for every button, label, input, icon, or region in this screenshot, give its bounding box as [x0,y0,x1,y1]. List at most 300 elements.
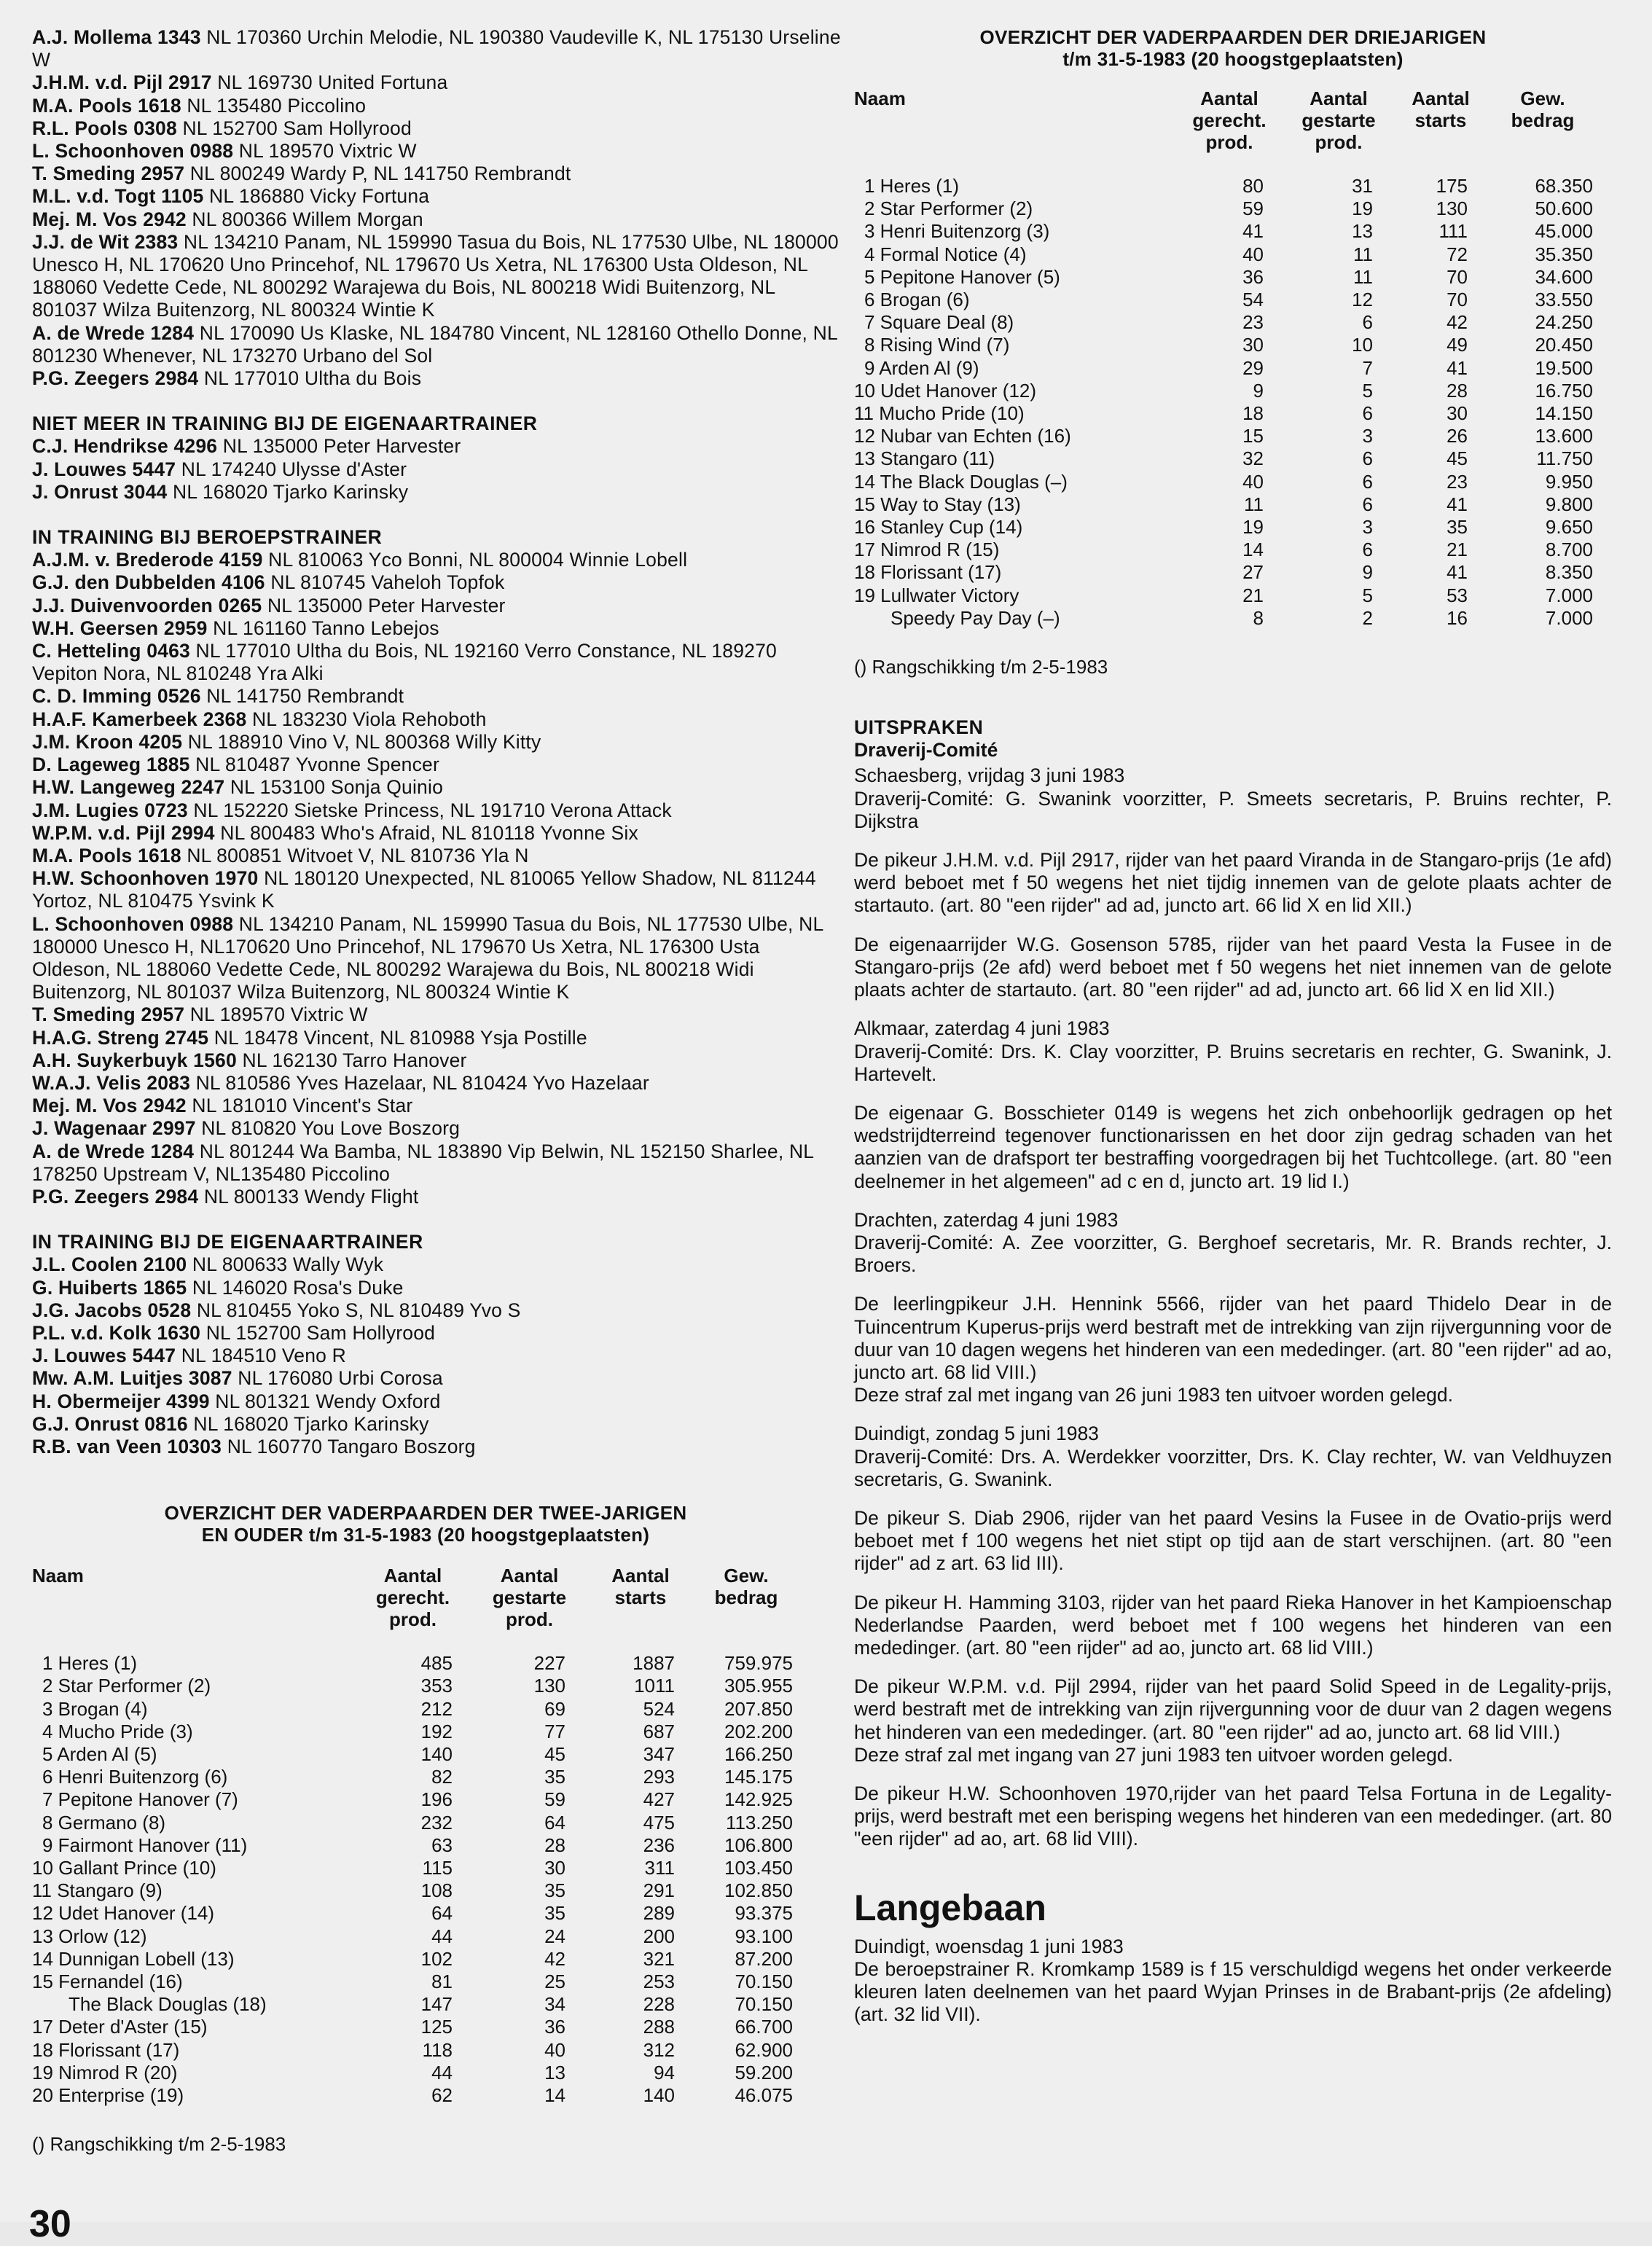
trainer-entry [32,776,841,799]
table-cell: 125 [420,2016,453,2038]
table-cell: 17 Nimrod R (15) [854,539,1000,561]
trainer-entry [32,799,841,822]
trainer-entry [32,1095,841,1117]
table-row [854,220,1597,243]
trainer-name: W.A.J. Velis 2083 [32,1071,191,1094]
table-cell: 93.375 [735,1902,793,1925]
uitspraak-paragraph: De pikeur H. Hamming 3103, rijder van het paard Rieka Hanover in het Kampioenschap Nederlandse Paarden, werd beboet met f 100 wegens het hinderen van een mededinger. (art. 80 "een rijder" ad ao, juncto art. 68 lid VIII.) [854,1591,1612,1659]
table-cell: 46.075 [735,2084,793,2107]
table-cell: 111 [1438,220,1468,243]
table-cell: 6 [1362,402,1373,425]
table-row [854,471,1597,493]
table-cell: 17 Deter d'Aster (15) [32,2016,208,2038]
table-row [854,357,1597,380]
table-cell: 16 [1447,606,1468,629]
table-row [854,493,1597,516]
table-cell: 35 [544,1766,565,1788]
table-cell: 353 [420,1675,453,1697]
table-cell: 14 The Black Douglas (–) [854,470,1068,493]
table-cell: 102.850 [724,1879,793,1902]
table-row [32,2039,797,2062]
table-cell: 9.800 [1545,493,1593,515]
table-cell: 31 [1352,175,1373,197]
table-row [32,1834,797,1857]
table-row [854,289,1597,311]
table-cell: 1887 [633,1652,675,1675]
table-cell: 77 [544,1720,565,1742]
horse-list: NL 135480 Piccolino [181,94,367,117]
table-cell: 8.700 [1545,539,1593,561]
table-cell: 24.250 [1535,311,1593,334]
table-cell: 10 [1352,334,1373,356]
trainer-name: C. D. Imming 0526 [32,685,201,708]
uitspraak-paragraph: De pikeur S. Diab 2906, rijder van het paard Vesins la Fusee in de Ovatio-prijs werd beboet met f 100 wegens het niet stipt op tijd aan de start verschijnen. (art. 80 "een rijder" ad z art. 63 lid III). [854,1506,1612,1575]
table-cell: 41 [1447,561,1468,584]
table-cell: 34.600 [1535,265,1593,288]
trainer-entry [32,1322,841,1345]
table-cell: 15 Way to Stay (13) [854,493,1021,515]
table-cell: 3 [1362,425,1373,447]
trainer-entry [32,549,841,571]
table-row [32,1902,797,1925]
trainer-name: J.H.M. v.d. Pijl 2917 [32,71,212,94]
trainer-entry [32,322,841,367]
table-row [854,243,1597,266]
table-cell: 20.450 [1535,334,1593,356]
table-cell: 145.175 [724,1766,793,1788]
table-cell: 142.925 [724,1788,793,1811]
table-cell: 1 Heres (1) [864,175,960,197]
trainer-entry [32,1390,841,1413]
horse-list: NL 134210 Panam, NL 159990 Tasua du Bois, NL 177530 Ulbe, NL 180000 Unesco H, NL 170620 Uno Princehof, NL 179670 Us Xetra, NL 176300 Usta Oldeson, NL 188060 Vedette Cede, NL 800292 Warajewa du Bois, NL 800218 Widi Buitenzorg, NL 801037 Wilza Buitenzorg, NL 800324 Wintie K [32,230,839,321]
uitspraak-paragraph: De pikeur W.P.M. v.d. Pijl 2994, rijder van het paard Solid Speed in de Legality-prijs, werd bestraft met de intrekking van zijn rijvergunning voor de duur van 2 dagen wegens het hinderen van een mededinger. (art. 80 "een rijder" ad ao, juncto art. 68 lid VIII.) Deze straf zal met ingang van 27 juni 1983 ten uitvoer worden gelegd. [854,1675,1612,1766]
table-cell: 12 [1352,289,1373,311]
trainer-name: M.L. v.d. Togt 1105 [32,185,204,208]
table-cell: 18 Florissant (17) [32,2038,180,2061]
horse-list: NL 135000 Peter Harvester [262,594,506,617]
table-cell: 87.200 [735,1947,793,1970]
table-cell: 9 [1362,561,1373,584]
table-cell: 82 [431,1766,453,1788]
table-cell: 66.700 [735,2016,793,2038]
horse-list: NL 800633 Wally Wyk [187,1253,384,1276]
horse-list: NL 800851 Witvoet V, NL 810736 Yla N [181,844,529,866]
table-cell: 41 [1447,493,1468,515]
trainer-entry [32,1072,841,1095]
table-row [854,539,1597,561]
table-cell: 72 [1447,243,1468,265]
entries-eigenaartrainer [32,1253,841,1458]
table-cell: 94 [654,2061,675,2083]
table-cell: 20 Enterprise (19) [32,2084,184,2107]
table-cell: 45 [1447,447,1468,470]
trainer-name: W.H. Geersen 2959 [32,617,208,639]
trainer-entry [32,26,841,71]
trainer-name: J. Wagenaar 2997 [32,1117,196,1140]
table-cell: 140 [643,2084,675,2107]
table-cell: 70 [1447,265,1468,288]
trainer-entry [32,1413,841,1436]
table-cell: 11 [1353,265,1373,288]
horse-list: NL 134210 Panam, NL 159990 Tasua du Bois, NL 177530 Ulbe, NL 180000 Unesco H, NL170620 Uno Princehof, NL 179670 Us Xetra, NL 176300 Usta Oldeson, NL 188060 Vedette Cede, NL 800292 Warajewa du Bois, NL 800218 Widi Buitenzorg, NL 801037 Wilza Buitenzorg, NL 800324 Wintie K [32,912,823,1003]
trainer-name: R.B. van Veen 10303 [32,1435,222,1457]
trainer-entry [32,163,841,185]
table-footnote: () Rangschikking t/m 2-5-1983 [854,656,1108,678]
table-cell: Speedy Pay Day (–) [890,606,1060,629]
horse-list: NL 800249 Wardy P, NL 141750 Rembrandt [184,163,571,185]
left-column [32,26,841,2156]
uitspraak-paragraph: De eigenaar G. Bosschieter 0149 is wegens het zich onbehoorlijk gedragen op het wedstrijdterreind tegenover functionarissen en het door zijn gedrag schaden van het aanzien van de drafsport ter bestraffing voorgedragen bij het Tuchtcollege. (art. 80 "een deelnemer in het algemeen" ad c en d, juncto art. 19 lid I.) [854,1101,1612,1192]
table-cell: 13 [544,2061,565,2083]
horse-list: NL 152700 Sam Hollyrood [200,1321,436,1344]
trainer-name: C. Hetteling 0463 [32,640,190,662]
table-row [32,1993,797,2016]
table-cell: 19 Nimrod R (20) [32,2061,178,2083]
trainer-entry [32,481,841,504]
table-row [32,1652,797,1675]
uitspraak-paragraph: De leerlingpikeur J.H. Hennink 5566, rijder van het paard Thidelo Dear in de Tuincentrum Kuperus-prijs werd bestraft met de intrekking van zijn rijvergunning voor de duur van 10 dagen wegens het hinderen van een mededinger. (art. 80 "een rijder" ad ao, juncto art. 68 lid VIII.) Deze straf zal met ingang van 26 juni 1983 ten uitvoer worden gelegd. [854,1293,1612,1406]
trainer-entry [32,1003,841,1026]
table-cell: 6 [1362,311,1373,334]
table-cell: 175 [1436,175,1468,197]
table-cell: 253 [643,1971,675,1993]
trainer-name: J. Onrust 3044 [32,480,168,503]
trainer-entry [32,185,841,208]
trainer-name: J.J. Duivenvoorden 0265 [32,594,262,617]
trainer-entry [32,95,841,117]
horse-list: NL 810487 Yvonne Spencer [189,754,439,776]
horse-list: NL 810586 Yves Hazelaar, NL 810424 Yvo Hazelaar [190,1071,649,1094]
table-cell: 196 [420,1788,453,1811]
trainer-name: J.M. Lugies 0723 [32,799,188,821]
horse-list: NL 176080 Urbi Corosa [232,1367,443,1390]
trainer-name: J. Louwes 5447 [32,458,176,480]
table-cell: 64 [431,1902,453,1925]
table-row [32,1812,797,1834]
trainer-name: D. Lageweg 1885 [32,754,190,776]
table-cell: 102 [420,1947,453,1970]
trainer-name: J.L. Coolen 2100 [32,1253,187,1276]
table-row [854,516,1597,539]
table-cell: 2 [1362,606,1373,629]
trainer-name: G.J. den Dubbelden 4106 [32,571,265,594]
table-cell: 21 [1447,539,1468,561]
table-cell: 7 Square Deal (8) [864,311,1014,334]
table-row [32,2062,797,2084]
table-cell: 30 [1242,334,1264,356]
trainer-entry [32,208,841,231]
trainer-name: W.P.M. v.d. Pijl 2994 [32,821,215,844]
table-cell: 6 Henri Buitenzorg (6) [42,1766,228,1788]
page-number: 30 [29,2203,71,2245]
horse-list: NL 183230 Viola Rehoboth [246,708,487,730]
trainer-name: A. de Wrede 1284 [32,321,195,344]
column-header: Naam [32,1565,84,1587]
table-cell: 19 Lullwater Victory [854,584,1019,606]
table-cell: 81 [431,1971,453,1993]
horse-list: NL 160770 Tangaro Boszorg [222,1435,476,1457]
table-cell: 27 [1242,561,1264,584]
table-row [854,175,1597,197]
column-header: Gew. bedrag [714,1565,778,1609]
table-cell: 14.150 [1535,402,1593,425]
trainer-entry [32,1186,841,1208]
horse-list: NL 800483 Who's Afraid, NL 810118 Yvonne Six [214,821,638,844]
trainer-name: A. de Wrede 1284 [32,1140,195,1162]
table-cell: 293 [643,1766,675,1788]
trainer-name: A.H. Suykerbuyk 1560 [32,1049,237,1071]
trainer-name: J.M. Kroon 4205 [32,730,183,753]
table-cell: 312 [643,2038,675,2061]
table-cell: 13.600 [1535,425,1593,447]
horse-list: NL 810063 Yco Bonni, NL 800004 Winnie Lobell [262,549,688,571]
trainer-entry [32,1027,841,1049]
table-row [854,607,1597,630]
table-cell: 35 [544,1879,565,1902]
table-cell: 5 Pepitone Hanover (5) [864,265,1060,288]
table-row [32,1743,797,1766]
table-cell: 7.000 [1545,606,1593,629]
section-title-eigenaartrainer: IN TRAINING BIJ DE EIGENAARTRAINER [32,1231,423,1253]
table-row [32,2016,797,2038]
table-cell: 427 [643,1788,675,1811]
table-cell: 63 [431,1834,453,1856]
table-cell: 5 [1362,584,1373,606]
uitspraak-paragraph: De eigenaarrijder W.G. Gosenson 5785, rijder van het paard Vesta la Fusee in de Stangaro-prijs (2e afd) werd beboet met f 50 wegens het niet innemen van de gelote plaats achter de startauto. (art. 80 "een rijder" ad ad, juncto art. 66 lid X en lid XII.) [854,933,1612,1001]
table-cell: 9 [1253,379,1264,402]
table-cell: 26 [1447,425,1468,447]
table-cell: 1 Heres (1) [42,1652,138,1675]
column-header: Aantal gestarte prod. [492,1565,567,1631]
table-cell: 10 Gallant Prince (10) [32,1857,216,1879]
table-cell: 16.750 [1535,379,1593,402]
trainer-name: A.J. Mollema 1343 [32,26,201,48]
table-cell: The Black Douglas (18) [68,1993,267,2016]
horse-list: NL 141750 Rembrandt [200,685,404,708]
table-cell: 30 [544,1857,565,1879]
trainer-name: J.G. Jacobs 0528 [32,1299,192,1321]
table-cell: 8 Rising Wind (7) [864,334,1010,356]
trainer-name: P.L. v.d. Kolk 1630 [32,1321,201,1344]
horse-list: NL 810745 Vaheloh Topfok [265,571,505,594]
table-cell: 289 [643,1902,675,1925]
trainer-entry [32,708,841,731]
table-cell: 13 Orlow (12) [32,1925,147,1947]
table-cell: 10 Udet Hanover (12) [854,379,1037,402]
trainer-entry [32,1253,841,1276]
uitspraken-subtitle: Draverij-Comité [854,739,998,762]
horse-list: NL 186880 Vicky Fortuna [203,185,430,208]
section-title-niet-meer: NIET MEER IN TRAINING BIJ DE EIGENAARTRAINER [32,412,538,435]
table-cell: 14 [544,2084,565,2107]
table-row [32,1857,797,1879]
table-row [854,447,1597,470]
horse-list: NL 169730 United Fortuna [211,71,448,94]
langebaan-paragraph: Duindigt, woensdag 1 juni 1983 De beroepstrainer R. Kromkamp 1589 is f 15 verschuldigd wegens het onder verkeerde kleuren laten deelnemen van het paard Wyjan Prinses in de Brabant-prijs (2e afdeling) (art. 32 lid VII). [854,1935,1612,2026]
table-cell: 15 [1242,425,1264,447]
table-cell: 19 [1352,197,1373,220]
table-cell: 70 [1447,289,1468,311]
table-title-line2: t/m 31-5-1983 (20 hoogstgeplaatsten) [1062,48,1404,70]
table-cell: 130 [1436,197,1468,220]
horse-list: NL 810820 You Love Boszorg [195,1117,461,1140]
column-header: Aantal gestarte prod. [1301,87,1376,153]
trainer-entry [32,754,841,776]
table-cell: 8.350 [1545,561,1593,584]
entries-beroepstrainer [32,549,841,1208]
horse-list: NL 170090 Us Klaske, NL 184780 Vincent, NL 128160 Othello Donne, NL 801230 Whenever, NL 173270 Urbano del Sol [32,321,837,367]
horse-list: NL 170360 Urchin Melodie, NL 190380 Vaudeville K, NL 175130 Urseline W [32,26,841,71]
table-row [32,2084,797,2107]
table-cell: 166.250 [724,1743,793,1765]
table-cell: 64 [544,1811,565,1834]
table-cell: 4 Formal Notice (4) [864,243,1027,265]
table-cell: 12 Udet Hanover (14) [32,1902,215,1925]
trainer-entry [32,571,841,594]
table-cell: 5 Arden Al (5) [42,1743,157,1765]
horse-list: NL 800133 Wendy Flight [198,1185,419,1208]
entries-top [32,26,841,390]
table-cell: 35 [1447,516,1468,539]
table-cell: 24 [544,1925,565,1947]
table-row [32,1879,797,1902]
table-cell: 11 [1353,243,1373,265]
trainer-name: P.G. Zeegers 2984 [32,1185,199,1208]
table-driejarigen [854,26,1612,678]
horse-list: NL 189570 Vixtric W [233,140,417,163]
table-cell: 40 [1242,243,1264,265]
table-cell: 80 [1242,175,1264,197]
uitspraken-body [854,764,1612,1850]
table-cell: 29 [1242,356,1264,379]
table-cell: 7.000 [1545,584,1593,606]
table-row [854,266,1597,289]
table-cell: 3 Brogan (4) [42,1697,148,1720]
table-cell: 6 [1362,470,1373,493]
table-cell: 49 [1447,334,1468,356]
trainer-name: H. Obermeijer 4399 [32,1390,210,1412]
horse-list: NL 174240 Ulysse d'Aster [176,458,407,480]
trainer-entry [32,867,841,912]
trainer-name: H.W. Langeweg 2247 [32,776,225,799]
stats-table [854,87,1597,630]
table-cell: 15 Fernandel (16) [32,1971,183,1993]
table-cell: 3 [1362,516,1373,539]
table-cell: 2 Star Performer (2) [864,197,1033,220]
table-row [32,1766,797,1788]
langebaan-section [854,1886,1612,2027]
horse-list: NL 177010 Ultha du Bois [198,367,422,390]
table-cell: 23 [1447,470,1468,493]
horse-list: NL 162130 Tarro Hanover [236,1049,467,1071]
table-cell: 45 [544,1743,565,1765]
trainer-entry [32,1299,841,1322]
table-cell: 9.950 [1545,470,1593,493]
table-cell: 140 [420,1743,453,1765]
table-cell: 305.955 [724,1675,793,1697]
table-cell: 23 [1242,311,1264,334]
trainer-entry [32,1367,841,1390]
table-cell: 212 [420,1697,453,1720]
table-footnote: () Rangschikking t/m 2-5-1983 [32,2133,286,2156]
horse-list: NL 177010 Ultha du Bois, NL 192160 Verro Constance, NL 189270 Vepiton Nora, NL 810248 Yra Alki [32,640,777,685]
table-cell: 108 [420,1879,453,1902]
trainer-entry [32,617,841,640]
table-row [32,1721,797,1743]
table-cell: 62.900 [735,2038,793,2061]
horse-list: NL 161160 Tanno Lebejos [207,617,439,639]
table-row [854,425,1597,447]
horse-list: NL 18478 Vincent, NL 810988 Ysja Postille [208,1026,587,1049]
table-cell: 192 [420,1720,453,1742]
table-cell: 11.750 [1536,447,1593,470]
table-cell: 232 [420,1811,453,1834]
table-row [32,1971,797,1993]
langebaan-title: Langebaan [854,1887,1046,1928]
column-header: Aantal gerecht. prod. [1192,87,1267,153]
uitspraak-paragraph: De pikeur H.W. Schoonhoven 1970,rijder van het paard Telsa Fortuna in de Legality-prijs, werd bestraft met een berisping wegens het hinderen van een mededinger. (art. 80 "een rijder" ad ao, art. 68 lid VIII). [854,1782,1612,1850]
table-cell: 30 [1447,402,1468,425]
trainer-name: R.L. Pools 0308 [32,117,177,139]
table-title-line1: OVERZICHT DER VADERPAARDEN DER TWEE-JARIGEN [164,1502,687,1525]
table-row [32,1948,797,1971]
column-header: Aantal gerecht. prod. [375,1565,450,1631]
trainer-entry [32,117,841,140]
uitspraken-title: UITSPRAKEN [854,716,984,739]
trainer-name: A.J.M. v. Brederode 4159 [32,549,263,571]
table-cell: 16 Stanley Cup (14) [854,516,1023,539]
table-cell: 69 [544,1697,565,1720]
table-row [854,584,1597,607]
horse-list: NL 168020 Tjarko Karinsky [187,1412,429,1435]
section-title-beroepstrainer: IN TRAINING BIJ BEROEPSTRAINER [32,526,383,549]
table-cell: 115 [422,1857,453,1879]
horse-list: NL 153100 Sonja Quinio [224,776,444,799]
right-column [854,26,1612,2026]
table-cell: 36 [1242,265,1264,288]
table-cell: 50.600 [1535,197,1593,220]
table-cell: 118 [422,2038,453,2061]
table-row [854,402,1597,425]
table-title-line1: OVERZICHT DER VADERPAARDEN DER DRIEJARIGEN [979,26,1487,48]
trainer-entry [32,1277,841,1299]
trainer-name: L. Schoonhoven 0988 [32,912,234,935]
trainer-entry [32,71,841,94]
table-cell: 35 [544,1902,565,1925]
table-cell: 44 [431,1925,453,1947]
table-cell: 18 [1242,402,1264,425]
table-cell: 70.150 [735,1971,793,1993]
horse-list: NL 810455 Yoko S, NL 810489 Yvo S [191,1299,521,1321]
table-cell: 311 [644,1857,675,1879]
table-row [854,334,1597,356]
table-cell: 19 [1242,516,1264,539]
table-cell: 41 [1447,356,1468,379]
table-cell: 19.500 [1535,356,1593,379]
table-cell: 93.100 [735,1925,793,1947]
column-header: Aantal starts [611,1565,670,1609]
trainer-entry [32,1436,841,1458]
table-row [32,1698,797,1721]
trainer-name: Mej. M. Vos 2942 [32,1095,187,1117]
table-cell: 28 [1447,379,1468,402]
table-cell: 475 [643,1811,675,1834]
trainer-name: T. Smeding 2957 [32,1003,185,1026]
table-cell: 11 [1244,493,1264,515]
table-cell: 8 Germano (8) [42,1811,166,1834]
table-cell: 524 [643,1697,675,1720]
table-cell: 200 [643,1925,675,1947]
